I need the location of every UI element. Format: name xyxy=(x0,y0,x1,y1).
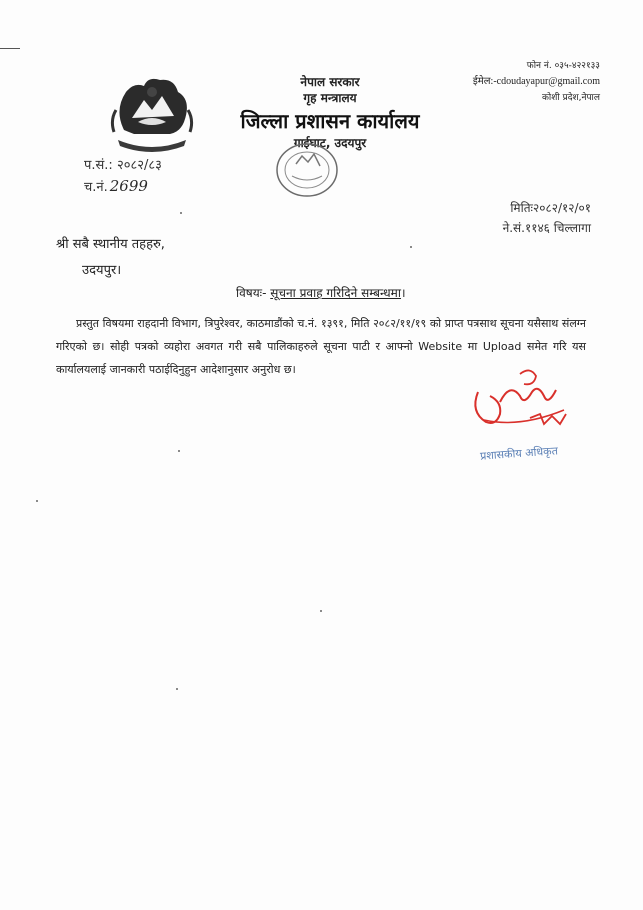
scan-speck xyxy=(176,688,178,690)
letter-date: मितिः२०८२/१२/०१ xyxy=(510,201,591,215)
scan-speck xyxy=(36,500,38,502)
subject-label: विषयः- xyxy=(236,286,267,300)
office-address: गाईघाट, उदयपुर xyxy=(293,136,367,150)
nepal-sambat-date: ने.सं.११४६ चिल्लागा xyxy=(502,221,591,235)
scan-speck xyxy=(320,610,322,612)
subject-end: । xyxy=(400,286,406,300)
chalani-number: 2699 xyxy=(109,177,148,195)
phone-number: फोन नं. ०३५-४२२१३३ xyxy=(526,61,600,71)
body-paragraph: प्रस्तुत विषयमा राहदानी विभाग, त्रिपुरेश्वर, काठमाडौंको च.नं. १३९१, मिति २०८२/११/१९ को प्राप्त पत्रसाथ सूचना यसैसाथ संलग्न गरिएको छ। सोही पत्रको व्यहोरा अवगत गरी सबै पालिकाहरुले सूचना पाटी र आफ्नो Website मा Upload समेत गरि यस कार्यालयलाई जानकारी पठाईदिनुहुन आदेशानुसार अनुरोध छ। xyxy=(56,317,586,376)
scan-speck xyxy=(180,212,182,214)
nepal-emblem-icon xyxy=(104,70,200,152)
office-name: जिल्ला प्रशासन कार्यालय xyxy=(240,109,420,133)
scan-speck xyxy=(410,246,412,248)
recipient-line: श्री सबै स्थानीय तहहरु, xyxy=(56,237,165,252)
date-block xyxy=(503,198,591,238)
scan-edge-mark xyxy=(0,48,20,49)
scan-speck xyxy=(178,450,180,452)
patra-sankhya: प.सं.: २०८२/८३ xyxy=(84,158,162,173)
chalani-label: च.नं. xyxy=(84,180,108,195)
subject-line xyxy=(236,284,406,302)
chalani-row xyxy=(84,176,162,198)
recipient-place: उदयपुर। xyxy=(82,263,122,278)
subject-text: सूचना प्रवाह गरिदिने सम्बन्धमा xyxy=(270,286,401,300)
province-name: कोशी प्रदेश,नेपाल xyxy=(542,93,600,103)
signatory-title: प्रशासकीय अधिकृत xyxy=(479,444,559,463)
email-address: ईमेल:-cdoudayapur@gmail.com xyxy=(472,76,600,87)
office-stamp-icon xyxy=(270,140,344,200)
signature-icon xyxy=(460,362,580,442)
ministry-name: गृह मन्त्रालय xyxy=(303,91,357,105)
contact-info xyxy=(440,58,600,106)
reference-block xyxy=(84,156,162,198)
government-name: नेपाल सरकार xyxy=(300,75,360,89)
recipient-block xyxy=(56,232,165,284)
